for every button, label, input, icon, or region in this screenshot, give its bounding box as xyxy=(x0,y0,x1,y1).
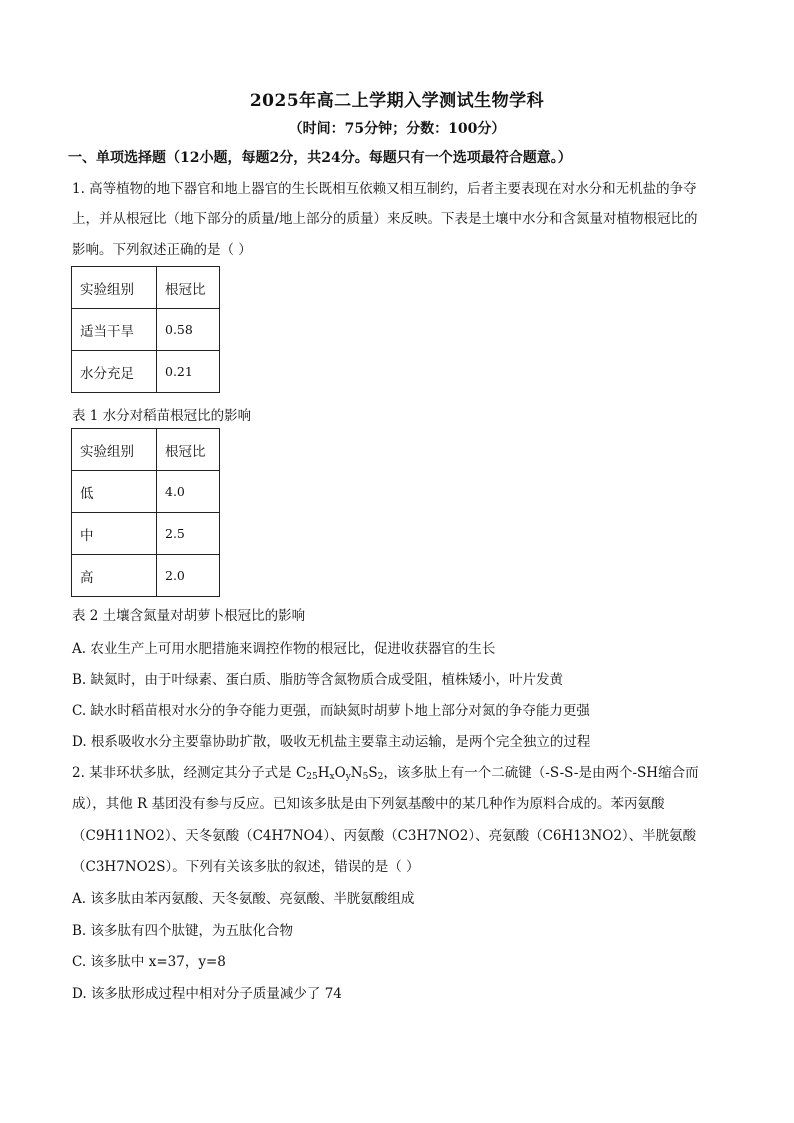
table-header-row xyxy=(72,267,220,309)
q2-option-b: B. 该多肽有四个肽键，为五肽化合物 xyxy=(72,923,294,939)
table-row xyxy=(72,471,220,513)
table2-caption: 表 2 土壤含氮量对胡萝卜根冠比的影响 xyxy=(72,608,306,624)
q2-stem-line4: （C3H7NO2S）。下列有关该多肽的叙述，错误的是（ ） xyxy=(72,859,420,875)
table-cell: 适当干旱 xyxy=(72,309,157,351)
table-water-root-shoot xyxy=(71,266,220,393)
q2-option-c: C. 该多肽中 x=37，y=8 xyxy=(72,954,226,970)
q1-option-d: D. 根系吸收水分主要靠协助扩散，吸收无机盐主要靠主动运输，是两个完全独立的过程 xyxy=(72,734,591,750)
table-cell: 高 xyxy=(72,555,157,597)
q2-option-a: A. 该多肽由苯丙氨酸、天冬氨酸、亮氨酸、半胱氨酸组成 xyxy=(72,891,415,907)
q2-stem-prefix: 2. 某非环状多肽，经测定其分子式是 C xyxy=(72,765,307,781)
table-cell: 4.0 xyxy=(157,471,220,513)
table-row xyxy=(72,555,220,597)
table-cell: 2.0 xyxy=(157,555,220,597)
q1-stem-line2: 上，并从根冠比（地下部分的质量/地上部分的质量）来反映。下表是土壤中水分和含氮量对植物根冠比的 xyxy=(72,211,698,227)
q1-option-c: C. 缺水时稻苗根对水分的争夺能力更强，而缺氮时胡萝卜地上部分对氮的争夺能力更强 xyxy=(72,703,590,719)
table-cell: 0.21 xyxy=(157,351,220,393)
q1-option-a: A. 农业生产上可用水肥措施来调控作物的根冠比，促进收获器官的生长 xyxy=(72,641,496,657)
table1-caption: 表 1 水分对稻苗根冠比的影响 xyxy=(72,408,252,424)
q2-stem-line3: （C9H11NO2）、天冬氨酸（C4H7NO4）、丙氨酸（C3H7NO2）、亮氨酸（C6H13NO2）、半胱氨酸 xyxy=(72,828,697,844)
q1-stem-line3: 影响。下列叙述正确的是（ ） xyxy=(72,242,252,258)
exam-subtitle: （时间：75分钟；分数：100分） xyxy=(288,121,506,137)
q2-option-d: D. 该多肽形成过程中相对分子质量减少了 74 xyxy=(72,986,342,1002)
section-heading: 一、单项选择题（12小题，每题2分，共24分。每题只有一个选项最符合题意。） xyxy=(68,150,572,166)
table-header-cell: 根冠比 xyxy=(157,267,220,309)
table-header-cell: 实验组别 xyxy=(72,429,157,471)
q1-option-b: B. 缺氮时，由于叶绿素、蛋白质、脂肪等含氮物质合成受阻，植株矮小，叶片发黄 xyxy=(72,672,564,688)
table-row xyxy=(72,351,220,393)
table-row xyxy=(72,309,220,351)
q2-stem-line2: 成），其他 R 基团没有参与反应。已知该多肽是由下列氨基酸中的某几种作为原料合成的。苯丙氨酸 xyxy=(72,796,665,812)
table-row xyxy=(72,513,220,555)
table-cell: 低 xyxy=(72,471,157,513)
q1-stem-line1: 1. 高等植物的地下器官和地上器官的生长既相互依赖又相互制约，后者主要表现在对水分和无机盐的争夺 xyxy=(72,181,697,197)
table-cell: 2.5 xyxy=(157,513,220,555)
table-header-row xyxy=(72,429,220,471)
table-cell: 水分充足 xyxy=(72,351,157,393)
table-cell: 中 xyxy=(72,513,157,555)
table-cell: 0.58 xyxy=(157,309,220,351)
q2-stem-suffix: ，该多肽上有一个二硫键（-S-S-是由两个-SH缩合而 xyxy=(383,765,699,781)
table-header-cell: 根冠比 xyxy=(157,429,220,471)
q2-stem-line1: 2. 某非环状多肽，经测定其分子式是 $C_{25}H_xO_yN_5S_2$，该多肽上有一个二硫键（-S-S-是由两个-SH缩合而 xyxy=(72,765,699,782)
exam-title: 2025年高二上学期入学测试生物学科 xyxy=(249,91,545,111)
table-nitrogen-root-shoot xyxy=(71,428,220,597)
table-header-cell: 实验组别 xyxy=(72,267,157,309)
